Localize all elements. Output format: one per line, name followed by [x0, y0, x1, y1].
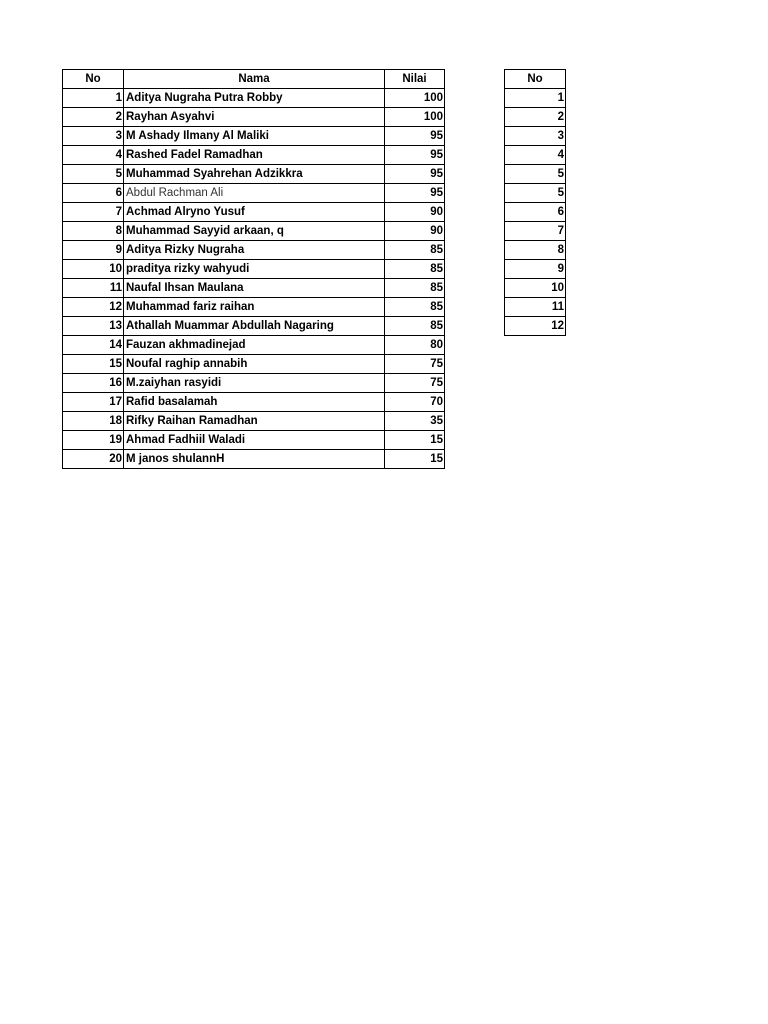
table-row	[63, 393, 445, 412]
header-nilai: Nilai	[385, 70, 445, 89]
cell-nilai: 80	[385, 336, 445, 355]
side-cell-no: 10	[505, 279, 566, 298]
table-row	[63, 355, 445, 374]
table-row	[63, 127, 445, 146]
header-nama: Nama	[124, 70, 385, 89]
cell-nilai: 95	[385, 127, 445, 146]
cell-no: 2	[63, 108, 124, 127]
cell-nilai: 85	[385, 260, 445, 279]
table-row	[63, 146, 445, 165]
side-cell-no: 1	[505, 89, 566, 108]
cell-no: 8	[63, 222, 124, 241]
cell-nama: Aditya Rizky Nugraha	[124, 241, 385, 260]
table-row	[63, 260, 445, 279]
cell-nama: Muhammad fariz raihan	[124, 298, 385, 317]
cell-nama: Muhammad Syahrehan Adzikkra	[124, 165, 385, 184]
cell-nilai: 35	[385, 412, 445, 431]
cell-nama: Achmad Alryno Yusuf	[124, 203, 385, 222]
side-header-row	[505, 70, 566, 89]
side-row	[505, 89, 566, 108]
table-row	[63, 279, 445, 298]
side-cell-no: 5	[505, 165, 566, 184]
cell-no: 7	[63, 203, 124, 222]
cell-nilai: 100	[385, 89, 445, 108]
cell-no: 20	[63, 450, 124, 469]
side-row	[505, 108, 566, 127]
cell-no: 13	[63, 317, 124, 336]
cell-no: 17	[63, 393, 124, 412]
cell-nama: Fauzan akhmadinejad	[124, 336, 385, 355]
side-row	[505, 127, 566, 146]
cell-no: 3	[63, 127, 124, 146]
cell-nama: Rafid basalamah	[124, 393, 385, 412]
cell-nama: Rayhan Asyahvi	[124, 108, 385, 127]
header-row	[63, 70, 445, 89]
cell-no: 16	[63, 374, 124, 393]
cell-nilai: 100	[385, 108, 445, 127]
side-cell-no: 3	[505, 127, 566, 146]
cell-no: 5	[63, 165, 124, 184]
side-cell-no: 2	[505, 108, 566, 127]
table-row	[63, 222, 445, 241]
cell-nama: Aditya Nugraha Putra Robby	[124, 89, 385, 108]
side-cell-no: 8	[505, 241, 566, 260]
cell-nama: Rifky Raihan Ramadhan	[124, 412, 385, 431]
side-header-no: No	[505, 70, 566, 89]
side-row	[505, 241, 566, 260]
cell-no: 15	[63, 355, 124, 374]
cell-nama: Naufal Ihsan Maulana	[124, 279, 385, 298]
cell-nilai: 85	[385, 298, 445, 317]
table-row	[63, 374, 445, 393]
table-row	[63, 108, 445, 127]
table-row	[63, 89, 445, 108]
cell-nilai: 15	[385, 431, 445, 450]
cell-nilai: 90	[385, 222, 445, 241]
cell-nilai: 95	[385, 146, 445, 165]
side-row	[505, 279, 566, 298]
table-row	[63, 450, 445, 469]
side-row	[505, 146, 566, 165]
side-cell-no: 12	[505, 317, 566, 336]
table-row	[63, 203, 445, 222]
table-row	[63, 336, 445, 355]
cell-nama: Ahmad Fadhiil Waladi	[124, 431, 385, 450]
cell-nilai: 75	[385, 374, 445, 393]
cell-nilai: 95	[385, 184, 445, 203]
table-row	[63, 241, 445, 260]
grades-table	[62, 69, 445, 469]
cell-nilai: 15	[385, 450, 445, 469]
cell-no: 1	[63, 89, 124, 108]
side-row	[505, 165, 566, 184]
cell-no: 19	[63, 431, 124, 450]
side-row	[505, 203, 566, 222]
cell-nilai: 85	[385, 279, 445, 298]
cell-nilai: 90	[385, 203, 445, 222]
cell-no: 10	[63, 260, 124, 279]
cell-nilai: 85	[385, 317, 445, 336]
side-cell-no: 5	[505, 184, 566, 203]
cell-no: 9	[63, 241, 124, 260]
cell-nama: Muhammad Sayyid arkaan, q	[124, 222, 385, 241]
side-cell-no: 4	[505, 146, 566, 165]
side-row	[505, 184, 566, 203]
header-no: No	[63, 70, 124, 89]
cell-no: 11	[63, 279, 124, 298]
side-cell-no: 11	[505, 298, 566, 317]
cell-nilai: 70	[385, 393, 445, 412]
cell-nilai: 85	[385, 241, 445, 260]
side-row	[505, 260, 566, 279]
cell-nama: praditya rizky wahyudi	[124, 260, 385, 279]
side-number-table	[504, 69, 566, 336]
table-row	[63, 165, 445, 184]
table-row	[63, 184, 445, 203]
table-row	[63, 298, 445, 317]
cell-nama: Rashed Fadel Ramadhan	[124, 146, 385, 165]
cell-no: 6	[63, 184, 124, 203]
cell-no: 14	[63, 336, 124, 355]
side-cell-no: 9	[505, 260, 566, 279]
side-cell-no: 6	[505, 203, 566, 222]
side-row	[505, 222, 566, 241]
table-row	[63, 431, 445, 450]
cell-no: 4	[63, 146, 124, 165]
table-row	[63, 412, 445, 431]
cell-no: 12	[63, 298, 124, 317]
cell-nama: Noufal raghip annabih	[124, 355, 385, 374]
cell-nama: Athallah Muammar Abdullah Nagaring	[124, 317, 385, 336]
cell-nama: M.zaiyhan rasyidi	[124, 374, 385, 393]
cell-nilai: 75	[385, 355, 445, 374]
cell-nama: M Ashady Ilmany Al Maliki	[124, 127, 385, 146]
table-row	[63, 317, 445, 336]
side-cell-no: 7	[505, 222, 566, 241]
side-row	[505, 317, 566, 336]
cell-nama: M janos shulannH	[124, 450, 385, 469]
cell-nilai: 95	[385, 165, 445, 184]
cell-nama: Abdul Rachman Ali	[124, 184, 385, 203]
side-row	[505, 298, 566, 317]
cell-no: 18	[63, 412, 124, 431]
